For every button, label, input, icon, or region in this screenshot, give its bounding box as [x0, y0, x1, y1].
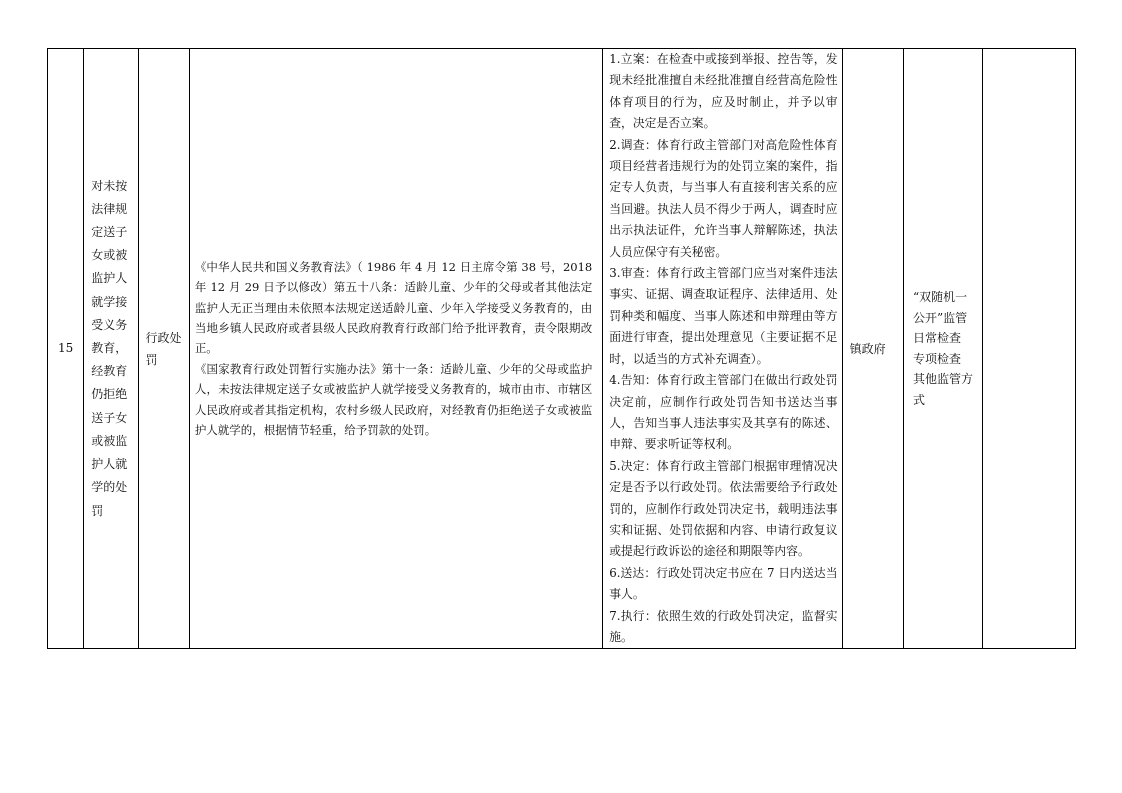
procedure-step: 4.告知：体育行政主管部门在做出行政处罚决定前，应制作行政处罚告知书送达当事人，告知当事人违法事实及其享有的陈述、申辩、要求听证等权利。	[609, 373, 838, 452]
remarks-cell	[983, 49, 1076, 649]
legal-basis-paragraph: 《国家教育行政处罚暂行实施办法》第十一条：适龄儿童、少年的父母或监护人，未按法律规定送子女或被监护人就学接受义务教育的，城市由市、市辖区人民政府或者其指定机构，农村乡级人民政府，对经教育仍拒绝送子女或被监护人就学的，根据情节轻重，给予罚款的处罚。	[194, 361, 593, 438]
item-type-cell	[138, 49, 189, 649]
legal-basis-paragraph: 《中华人民共和国义务教育法》（ 1986 年 4 月 12 日主席令第 38 号，2018 年 12 月 29 日予以修改）第五十八条：适龄儿童、少年的父母或者其他法定监护人无正当理由未依照本法规定送适龄儿童、少年入学接受义务教育的，由当地乡镇人民政府或者县级人民政府教育行政部门给予批评教育，责令限期改正。	[194, 259, 593, 356]
table-row	[48, 49, 1076, 649]
procedure-step: 1.立案：在检查中或接到举报、控告等，发现未经批准擅自未经批准擅自经营高危险性体育项目的行为，应及时制止，并予以审查，决定是否立案。	[609, 52, 838, 131]
method-item: 其他监管方式	[912, 372, 973, 407]
supervision-methods	[904, 287, 982, 410]
item-type: 行政处罚	[145, 330, 182, 367]
row-number-cell	[48, 49, 84, 649]
enforcement-subject: 镇政府	[849, 341, 886, 356]
subject-cell	[842, 49, 903, 649]
procedure	[603, 49, 841, 648]
procedure-step: 7.执行：依照生效的行政处罚决定，监督实施。	[609, 608, 838, 644]
procedure-step: 3.审查：体育行政主管部门应当对案件违法事实、证据、调查取证程序、法律适用、处罚种类和幅度、当事人陈述和申辩理由等方面进行审查，提出处理意见（主要证据不足时，以适当的方式补充调查）。	[609, 266, 838, 366]
legal-basis	[190, 257, 602, 441]
item-name-cell	[84, 49, 138, 649]
procedure-cell	[603, 49, 842, 649]
procedure-step: 5.决定：体育行政主管部门根据审理情况决定是否予以行政处罚。依法需要给予行政处罚的，应制作行政处罚决定书，载明违法事实和证据、处罚依据和内容、申请行政复议或提起行政诉讼的途径和期限等内容。	[609, 458, 838, 559]
legal-basis-cell	[189, 49, 602, 649]
item-name: 对未按法律规定送子女或被监护人就学接受义务教育，经教育仍拒绝送子女或被监护人就学的处罚	[91, 178, 128, 518]
procedure-step: 6.送达：行政处罚决定书应在 7 日内送达当事人。	[609, 565, 838, 602]
row-number: 15	[57, 341, 74, 356]
procedure-step: 2.调查：体育行政主管部门对高危险性体育项目经营者违规行为的处罚立案的案件，指定专人负责，与当事人有直接利害关系的应当回避。执法人员不得少于两人，调查时应出示执法证件，允许当事人辩解陈述，执法人员应保守有关秘密。	[609, 137, 838, 259]
method-cell	[903, 49, 982, 649]
method-item: 日常检查	[912, 331, 961, 346]
enforcement-table	[47, 48, 1076, 649]
method-item: 专项检查	[912, 351, 961, 366]
method-item: “双随机一公开”监管	[912, 290, 968, 325]
